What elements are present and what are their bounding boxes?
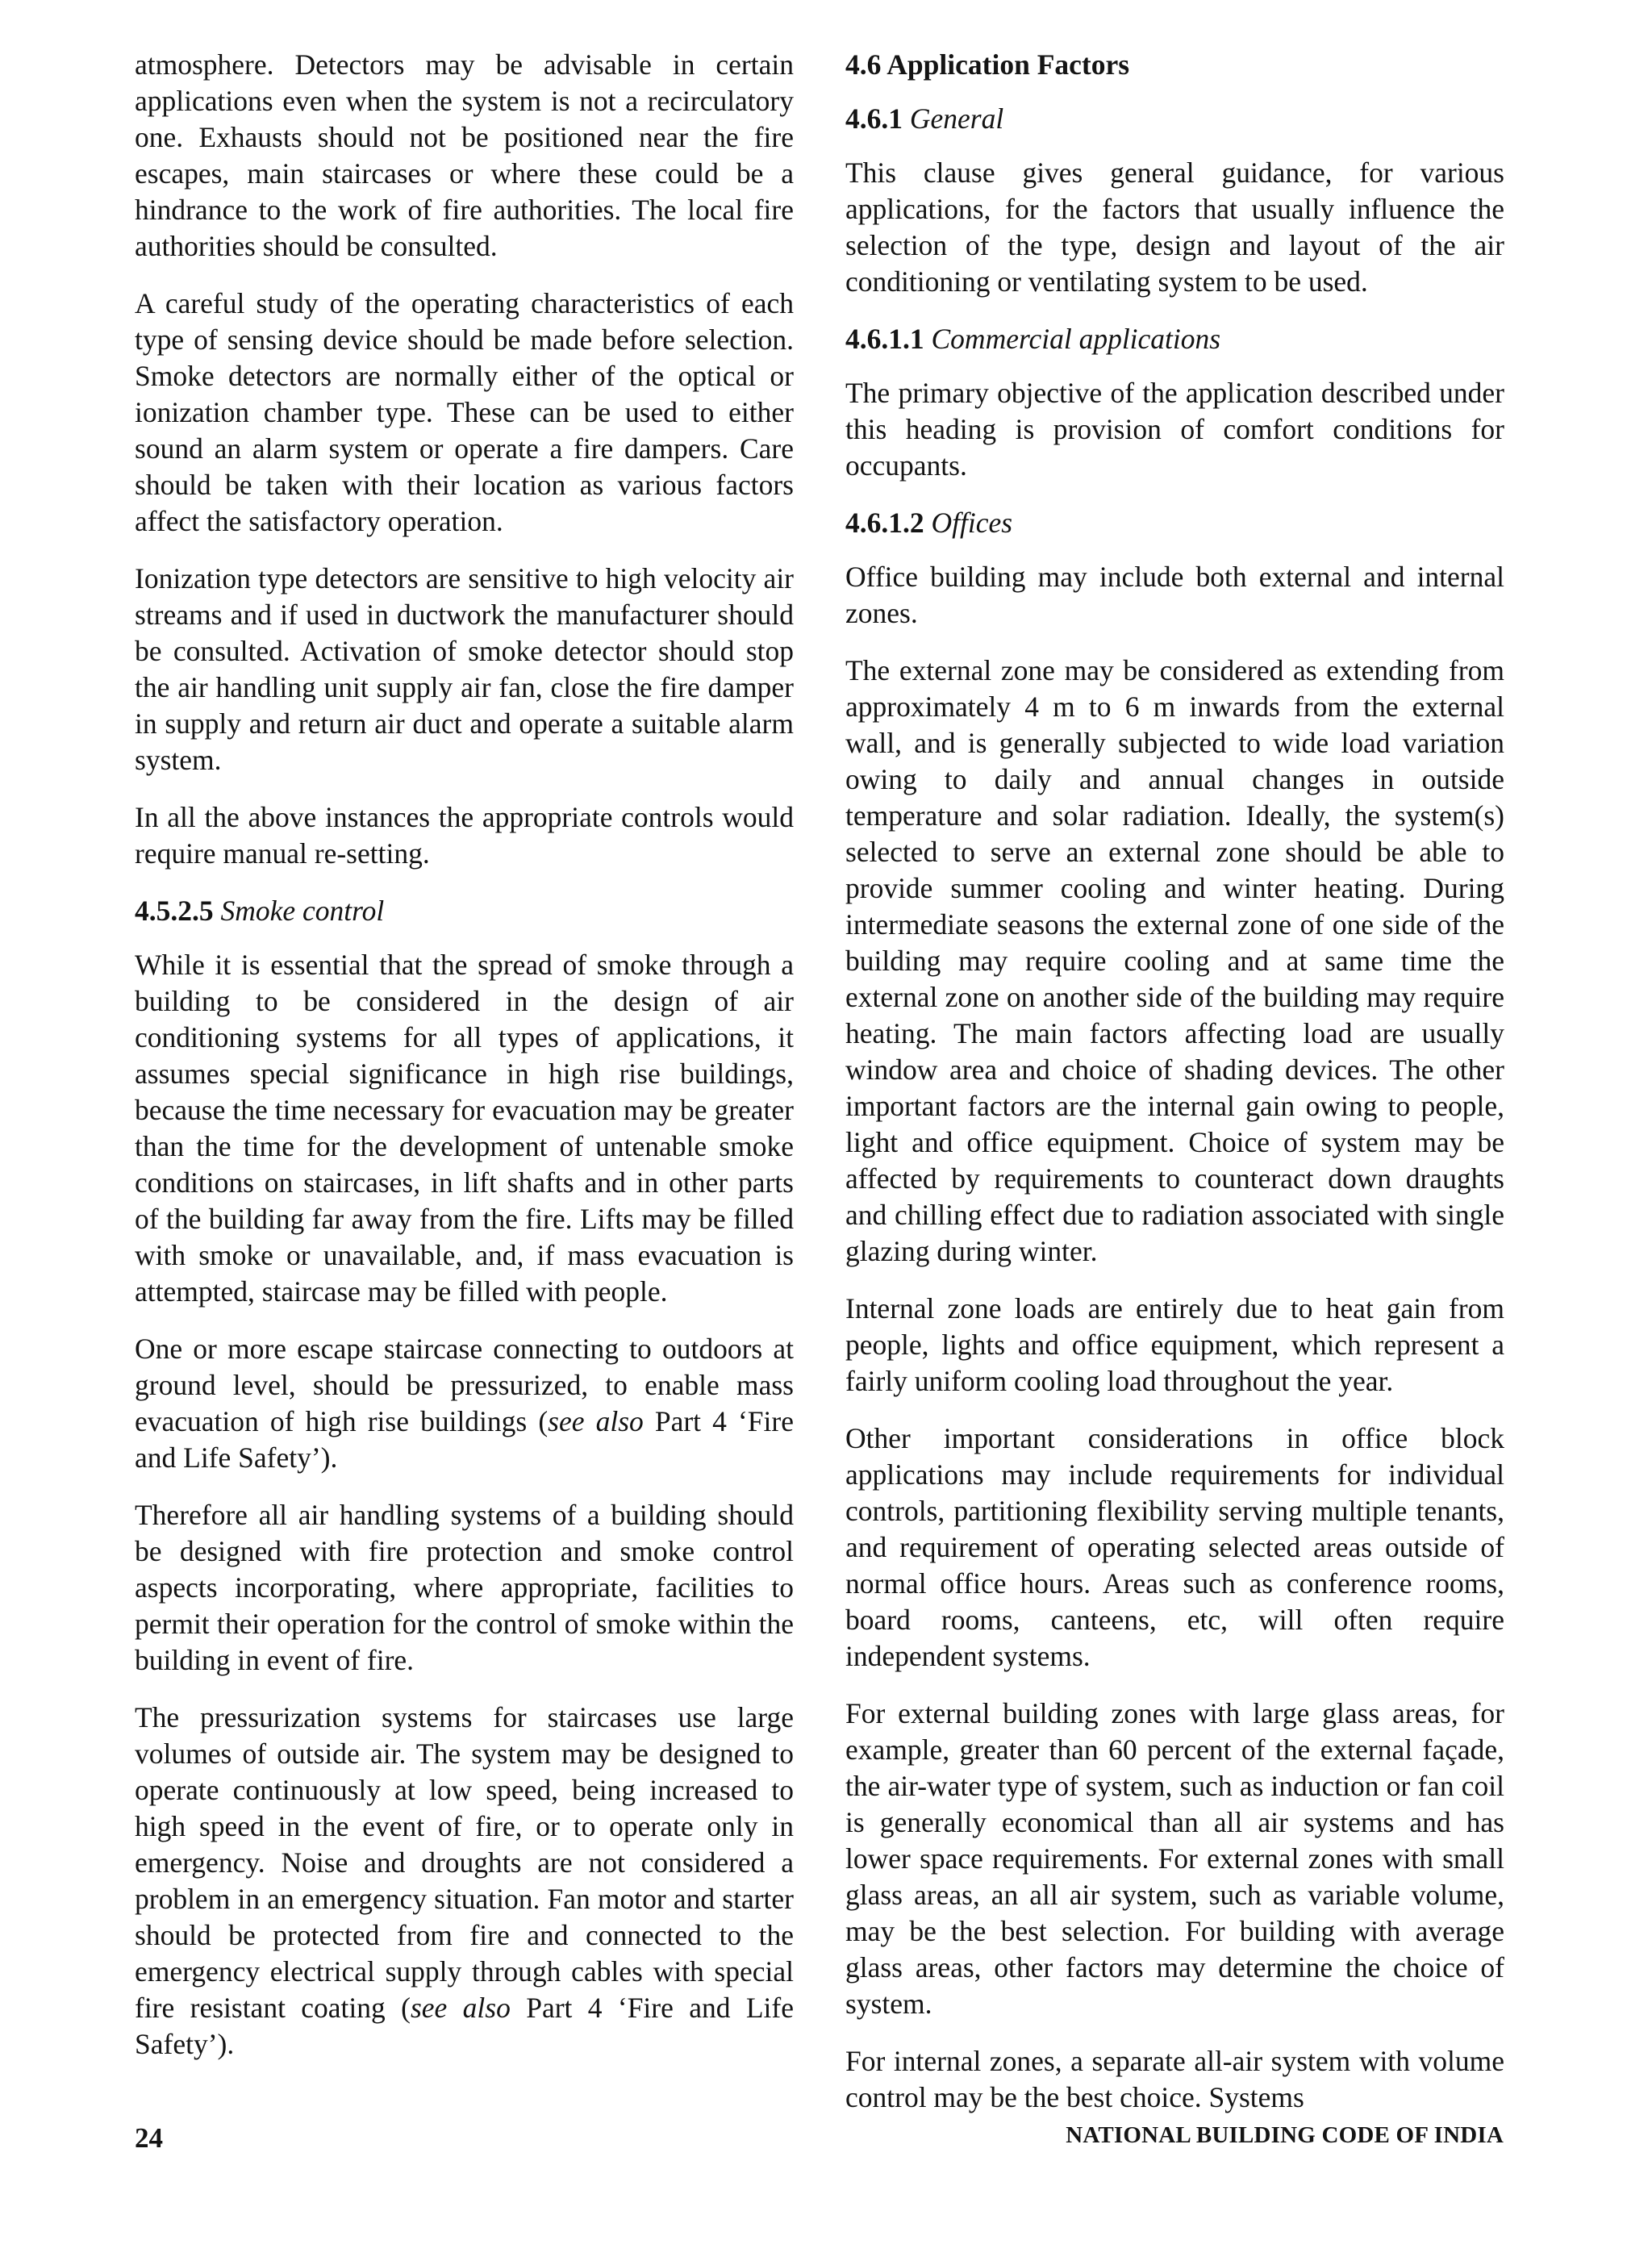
page-number: 24 [135,2122,163,2154]
section-heading-general [845,101,1504,137]
paragraph-escape-staircase [135,1331,794,1476]
paragraph-external-zone: The external zone may be considered as extending from approximately 4 m to 6 m inwards from the external wall, and is generally subjected to wide load variation owing to daily and annual changes in outside temperature and solar radiation. Ideally, the system(s) selected to serve an external zone should be able to provide summer cooling and winter heating. During intermediate seasons the external zone of one side of the building may require cooling and at same time the external zone on another side of the building may require heating. The main factors affecting load are usually window area and choice of shading devices. The other important factors are the internal gain owing to people, light and office equipment. Choice of system may be affected by requirements to counteract down draughts and chilling effect due to radiation associated with single glazing during winter. [845,654,1504,1267]
running-footer-title: NATIONAL BUILDING CODE OF INDIA [1066,2122,1504,2148]
section-heading-commercial-applications [845,321,1504,357]
paragraph-manual-resetting: In all the above instances the appropriate controls would require manual re-setting. [135,801,794,870]
see-also-reference: see also [548,1405,644,1437]
section-title: General [909,102,1004,135]
section-number: 4.6.1 [845,102,903,135]
paragraph-office-zones: Office building may include both external and internal zones. [845,561,1504,629]
paragraph-smoke-spread: While it is essential that the spread of smoke through a building to be considered in the design of air conditioning systems for all types of applications, it assumes special significance in high rise buildings, because the time necessary for evacuation may be greater than the time for the development of untenable smoke conditions on staircases, in lift shafts and in other parts of the building far away from the fire. Lifts may be filled with smoke or unavailable, and, if mass evacuation is attempted, staircase may be filled with people. [135,949,794,1308]
text-run: Part 4 ‘Fire and Life Safety’). [135,1405,794,1474]
text-run: One or more escape staircase connecting to outdoors at ground level, should be pressurized, to enable mass evacuation of high rise buildings ( [135,1333,794,1437]
paragraph-ionization-detectors: Ionization type detectors are sensitive to high velocity air streams and if used in ductwork the manufacturer should be consulted. Activation of smoke detector should stop the air handling unit supply air fan, close the fire damper in supply and return air duct and operate a suitable alarm system. [135,562,794,776]
paragraph-other-considerations: Other important considerations in office block applications may include requirements for individual controls, partitioning flexibility serving multiple tenants, and requirement of operating selected areas outside of normal office hours. Areas such as conference rooms, board rooms, canteens, etc, will often require independent systems. [845,1422,1504,1672]
text-run: The pressurization systems for staircases use large volumes of outside air. The system may be designed to operate continuously at low speed, being increased to high speed in the event of fire, or to operate only in emergency. Noise and droughts are not considered a problem in an emergency situation. Fan motor and starter should be protected from fire and connected to the emergency electrical supply through cables with special fire resistant coating ( [135,1701,794,2024]
paragraph-general-guidance: This clause gives general guidance, for various applications, for the factors that usually influence the selection of the type, design and layout of the air conditioning or ventilating system to be used. [845,156,1504,298]
paragraph-sensing-devices: A careful study of the operating characteristics of each type of sensing device should be made before selection. Smoke detectors are normally either of the optical or ionization chamber type. These can be used to either sound an alarm system or operate a fire dampers. Care should be taken with their location as various factors affect the satisfactory operation. [135,287,794,537]
left-column [135,47,794,2084]
paragraph-pressurization-systems [135,1700,794,2063]
right-column [845,47,1504,2137]
paragraph-primary-objective: The primary objective of the application described under this heading is provision of comfort conditions for occupants. [845,377,1504,482]
section-heading-smoke-control [135,893,794,929]
paragraph-detectors-atmosphere: atmosphere. Detectors may be advisable in certain applications even when the system is not a recirculatory one. Exhausts should not be positioned near the fire escapes, main staircases or where these could be a hindrance to the work of fire authorities. The local fire authorities should be consulted. [135,48,794,262]
paragraph-large-glass-areas: For external building zones with large glass areas, for example, greater than 60 percent of the external façade, the air-water type of system, such as induction or fan coil is generally economical than all air systems and has lower space requirements. For external zones with small glass areas, an all air system, such as variable volume, may be the best selection. For building with average glass areas, other factors may determine the choice of system. [845,1697,1504,2020]
paragraph-air-handling-systems: Therefore all air handling systems of a building should be designed with fire protection and smoke control aspects incorporating, where appropriate, facilities to permit their operation for the control of smoke within the building in event of fire. [135,1499,794,1676]
paragraph-internal-zones-systems: For internal zones, a separate all-air system with volume control may be the best choice. Systems [845,2045,1504,2113]
section-title: Smoke control [220,895,385,927]
section-number: 4.6.1.2 [845,507,924,539]
section-title: Commercial applications [931,323,1221,355]
section-title: Offices [931,507,1013,539]
see-also-reference: see also [410,1992,511,2024]
section-number: 4.6.1.1 [845,323,924,355]
section-number: 4.5.2.5 [135,895,214,927]
section-heading-offices [845,505,1504,541]
section-heading-application-factors: 4.6 Application Factors [845,48,1130,81]
paragraph-internal-zone: Internal zone loads are entirely due to heat gain from people, lights and office equipment, which represent a fairly uniform cooling load throughout the year. [845,1292,1504,1397]
text-run: Part 4 ‘Fire and Life Safety’). [135,1992,794,2060]
